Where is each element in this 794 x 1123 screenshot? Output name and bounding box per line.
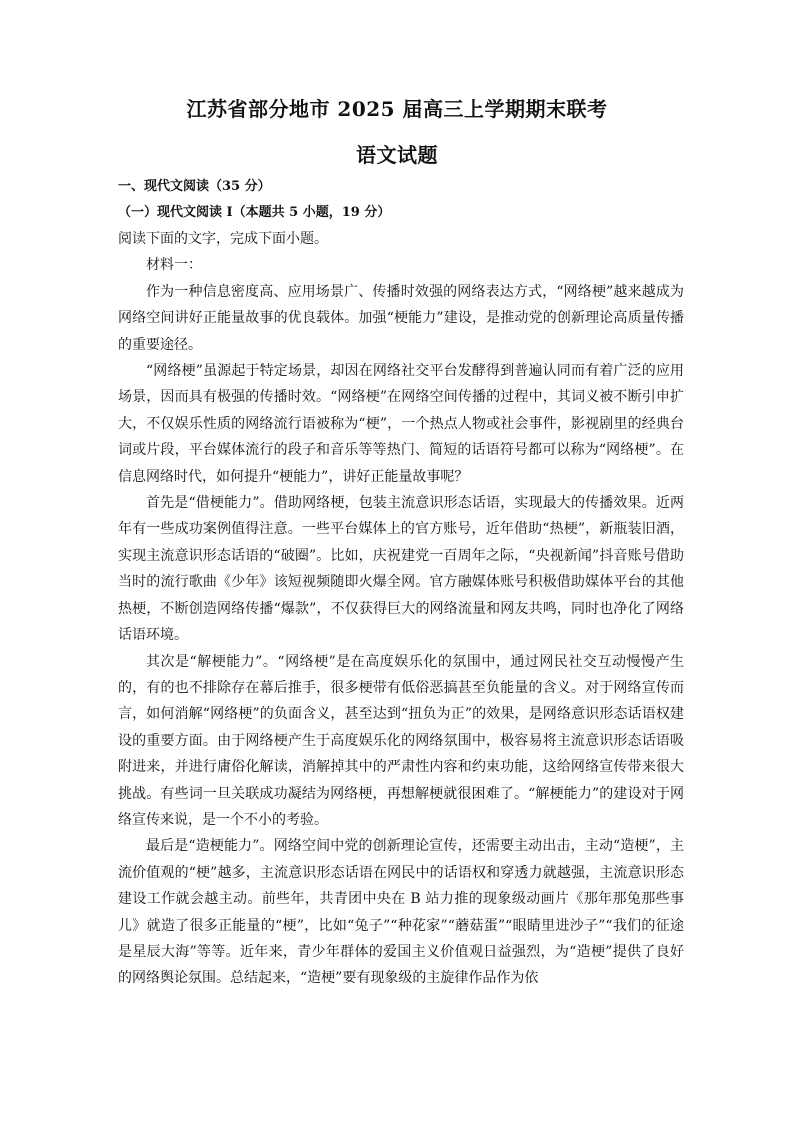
section-heading: 一、现代文阅读（35 分） [118, 179, 271, 194]
document-subtitle: 语文试题 [356, 143, 438, 167]
paragraph: “网络梗”虽源起于特定场景，却因在网络社交平台发酵得到普遍认同而有着广泛的应用场景，因而具有极强的传播时效。“网络梗”在网络空间传播的过程中，其词义被不断引申扩大，不仅娱乐性质的网络流行语被称为“梗”，一个热点人物或社会事件，影视剧里的经典台词或片段，平台媒体流行的段子和音乐等等热门、简短的话语符号都可以称为“网络梗”。在信息网络时代，如何提升“梗能力”，讲好正能量故事呢？ [118, 363, 684, 485]
paragraph: 其次是“解梗能力”。“网络梗”是在高度娱乐化的氛围中，通过网民社交互动慢慢产生的，有的也不排除存在幕后推手，很多梗带有低俗恶搞甚至负能量的含义。对于网络宣传而言，如何消解“网络梗”的负面含义，甚至达到“扭负为正”的效果，是网络意识形态话语权建设的重要方面。由于网络梗产生于高度娱乐化的网络氛围中，极容易将主流意识形态话语吸附进来，并进行庸俗化解读，消解掉其中的严肃性内容和约束功能，这给网络宣传带来很大挑战。有些词一旦关联成功凝结为网络梗，再想解梗就很困难了。“解梗能力”的建设对于网络宣传来说，是一个不小的考验。 [118, 653, 684, 828]
section-subheading: （一）现代文阅读 I（本题共 5 小题，19 分） [118, 205, 391, 220]
paragraph: 最后是“造梗能力”。网络空间中党的创新理论宣传，还需要主动出击，主动“造梗”，主流价值观的“梗”越多，主流意识形态话语在网民中的话语权和穿透力就越强，主流意识形态建设工作就会越主动。前些年，共青团中央在 B 站力推的现象级动画片《那年那兔那些事儿》就造了很多正能量的“梗”，比如“兔子”“种花家”“蘑菇蛋”“眼睛里进沙子”“我们的征途是星辰大海”等等。近年来，青少年群体的爱国主义价值观日益强烈，为“造梗”提供了良好的网络舆论氛围。总结起来，“造梗”要有现象级的主旋律作品作为依 [118, 838, 684, 987]
document-body [118, 174, 684, 992]
material-label: 材料一： [146, 257, 202, 274]
paragraph: 作为一种信息密度高、应用场景广、传播时效强的网络表达方式，“网络梗”越来越成为网络空间讲好正能量故事的优良载体。加强“梗能力”建设，是推动党的创新理论高质量传播的重要途径。 [118, 283, 684, 353]
paragraph: 首先是“借梗能力”。借助网络梗，包装主流意识形态话语，实现最大的传播效果。近两年有一些成功案例值得注意。一些平台媒体上的官方账号，近年借助“热梗”，新瓶装旧酒，实现主流意识形态话语的“破圈”。比如，庆祝建党一百周年之际，“央视新闻”抖音账号借助当时的流行歌曲《少年》该短视频随即火爆全网。官方融媒体账号积极借助媒体平台的其他热梗，不断创造网络传播“爆款”，不仅获得巨大的网络流量和网友共鸣，同时也净化了网络话语环境。 [118, 495, 684, 644]
reading-instruction: 阅读下面的文字，完成下面小题。 [118, 231, 328, 247]
document-title: 江苏省部分地市 2025 届高三上学期期末联考 [186, 97, 608, 121]
